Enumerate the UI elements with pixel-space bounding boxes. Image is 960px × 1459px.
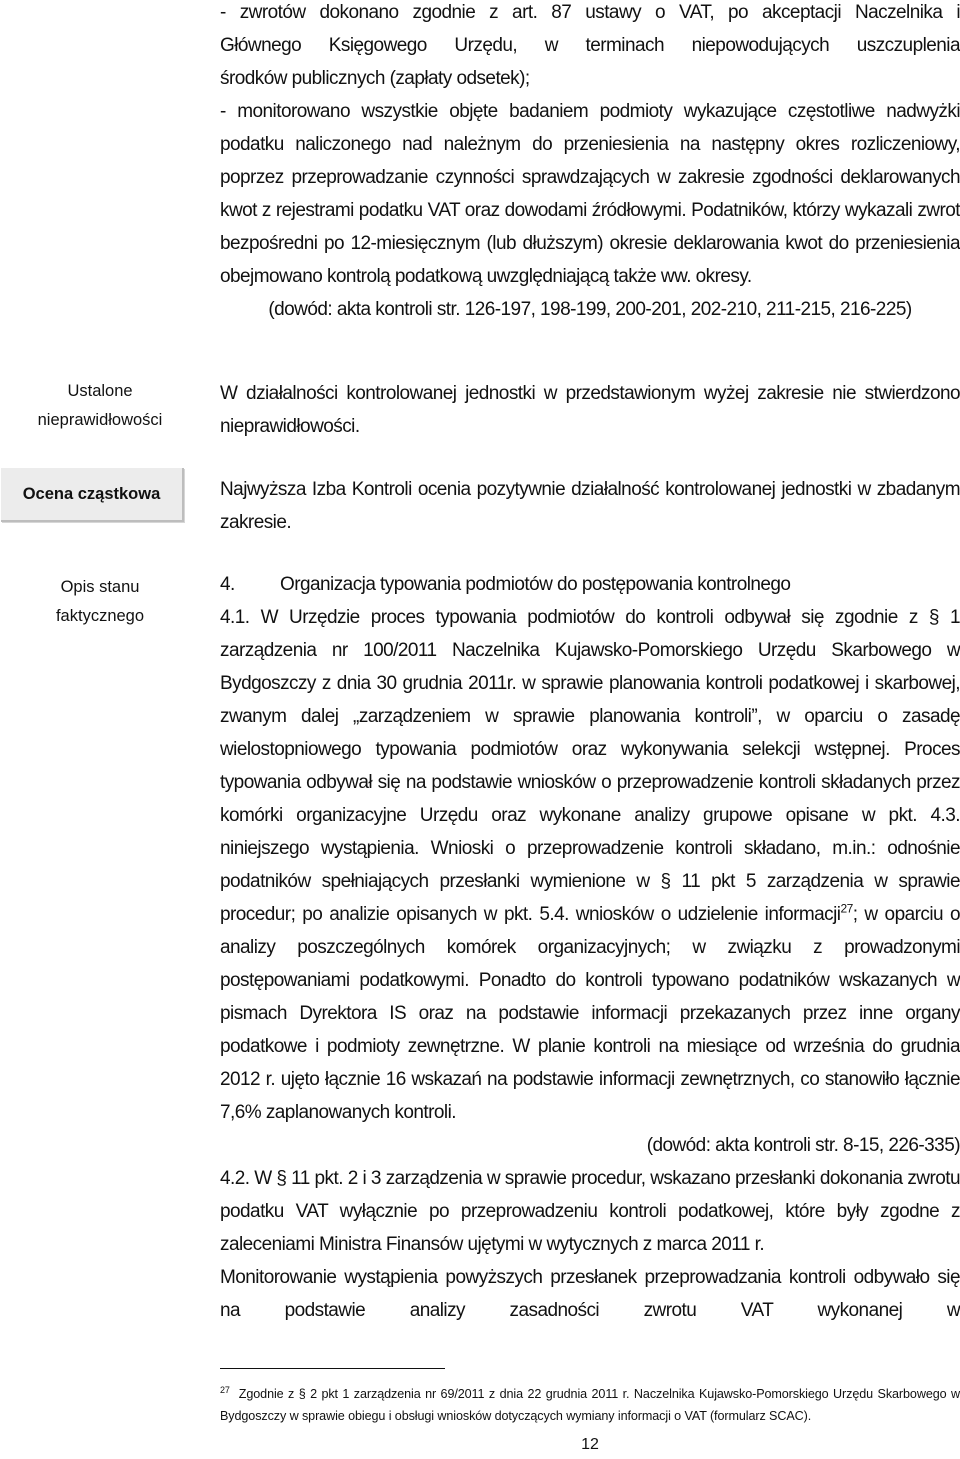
section-heading — [220, 568, 960, 601]
sidebar-assessment-label: Ocena cząstkowa — [1, 468, 184, 522]
evidence-citation-top: (dowód: akta kontroli str. 126-197, 198-199, 200-201, 202-210, 211-215, 216-225) — [268, 299, 912, 320]
footnote-number: 27 — [220, 1384, 230, 1395]
facts-section — [220, 568, 960, 1327]
evidence-citation-4-1: (dowód: akta kontroli str. 8-15, 226-335) — [646, 1135, 960, 1156]
paragraph-4-2: 4.2. W § 11 pkt. 2 i 3 zarządzenia w sprawie procedur, wskazano przesłanki dokonania zwrotu podatku VAT wyłącznie po przeprowadzeniu kontroli podatkowej, które były zgodne z zaleceniami Ministra Finansów ujętymi w wytycznych z marca 2011 r. — [220, 1168, 960, 1255]
top-line-2: Głównego Księgowego Urzędu, w terminach niepowodujących uszczuplenia — [220, 35, 960, 56]
paragraph-monitoring: Monitorowanie wystąpienia powyższych przesłanek przeprowadzania kontroli odbywało się na podstawie analizy zasadności zwrotu VAT wykonanej w — [220, 1267, 960, 1321]
top-section — [220, 0, 960, 326]
sidebar-irregularities-label: Ustalone nieprawidłowości — [37, 382, 163, 429]
top-line-3: środków publicznych (zapłaty odsetek); — [220, 68, 530, 89]
assessment-text: Najwyższa Izba Kontroli ocenia pozytywnie działalność kontrolowanej jednostki w zbadanym zakresie. — [220, 479, 960, 533]
footnote-text: Zgodnie z § 2 pkt 1 zarządzenia nr 69/2011 z dnia 22 grudnia 2011 r. Naczelnika Kujawsko-Pomorskiego Urzędu Skarbowego w Bydgoszczy w sprawie obiegu i obsługi wniosków dotyczących wymiany informacji o VAT (formularz SCAC). — [220, 1387, 960, 1423]
footnote-reference: 27 — [840, 901, 853, 916]
irregularities-section — [220, 377, 960, 443]
footnote — [220, 1383, 960, 1427]
monitoring-paragraph: - monitorowano wszystkie objęte badaniem podmioty wykazujące częstotliwe nadwyżki podatku naliczonego nad należnym do przeniesienia na następny okres rozliczeniowy, poprzez przeprowadzanie czynności sprawdzających w zakresie zgodności deklarowanych kwot z rejestrami podatku VAT oraz dowodami źródłowymi. Podatników, którzy wykazali zwrot bezpośredni po 12-miesięcznym (lub dłuższym) okresie deklarowania kwot do przeniesienia obejmowano kontrolą podatkową uwzględniającą także ww. okresy. — [220, 101, 960, 287]
paragraph-4-1: 4.1. W Urzędzie proces typowania podmiotów do kontroli odbywał się zgodnie z § 1 zarządzenia nr 100/2011 Naczelnika Kujawsko-Pomorskiego Urzędu Skarbowego w Bydgoszczy z dnia 30 grudnia 2011r. w sprawie planowania kontroli podatkowej i skarbowej, zwanym dalej „zarządzeniem w sprawie planowania kontroli”, w oparciu o zasadę wielostopniowego typowania podmiotów oraz wykonywania selekcji wstępnej. Proces typowania odbywał się na podstawie wniosków o przeprowadzenie kontroli składanych przez komórki organizacyjne Urzędu oraz wykonane analizy grupowe opisane w pkt. 4.3. niniejszego wystąpienia. Wnioski o przeprowadzenie kontroli składano, m.in.: odnośnie podatników spełniających przesłanki wymienione w § 11 pkt 5 zarządzenia w sprawie procedur; po analizie opisanych w pkt. 5.4. wniosków o udzielenie informacji$^{27}$; w oparciu o analizy poszczególnych komórek organizacyjnych; w związku z prowadzonymi postępowaniami podatkowymi. Ponadto do kontroli typowano podatników wskazanych w pismach Dyrektora IS oraz na podstawie informacji przekazanych przez inne organy podatkowe i podmioty zewnętrzne. W planie kontroli na miesiące od września do grudnia 2012 r. ujęto łącznie 16 wskazań na podstawie informacji zewnętrznych, co stanowiło łącznie 7,6% zaplanowanych kontroli. — [220, 607, 960, 1123]
assessment-section — [220, 473, 960, 539]
top-line-1: - zwrotów dokonano zgodnie z art. 87 ustawy o VAT, po akceptacji Naczelnika i — [220, 2, 960, 23]
footnote-separator — [220, 1368, 445, 1369]
section-title: Organizacja typowania podmiotów do postępowania kontrolnego — [280, 574, 791, 595]
irregularities-text: W działalności kontrolowanej jednostki w przedstawionym wyżej zakresie nie stwierdzono nieprawidłowości. — [220, 383, 960, 437]
section-number: 4. — [220, 574, 235, 595]
sidebar-facts-label: Opis stanu faktycznego — [55, 578, 145, 625]
page-number: 12 — [581, 1436, 599, 1453]
